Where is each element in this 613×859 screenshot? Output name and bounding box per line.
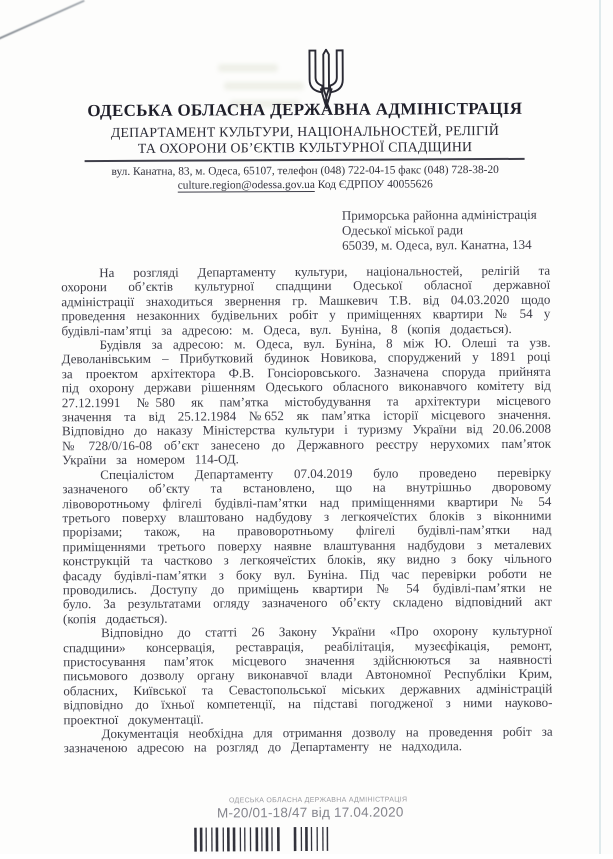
recipient-block [342, 208, 537, 253]
department-line-2: ТА ОХОРОНИ ОБ’ЄКТІВ КУЛЬТУРНОЇ СПАДЩИНИ [137, 139, 473, 156]
letter-paragraph: Документація необхідна для отримання дозволу на проведення робіт за зазначеною адресою на розгляд до Департаменту не надходила. [63, 723, 553, 756]
barcode-icon [194, 827, 328, 853]
org-name: ОДЕСЬКА ОБЛАСНА ДЕРЖАВНА АДМІНІСТРАЦІЯ [87, 98, 523, 121]
stamp-registration-number: М-20/01-18/47 від 17.04.2020 [216, 804, 404, 821]
edrpou-code: Код ЄДРПОУ 40055626 [317, 178, 433, 191]
department-line-1: ДЕПАРТАМЕНТ КУЛЬТУРИ, НАЦІОНАЛЬНОСТЕЙ, РЕЛІГІЙ [110, 122, 500, 141]
recipient-line: 65039, м. Одеса, вул. Канатна, 134 [342, 236, 532, 253]
stamp-org-name: ОДЕСЬКА ОБЛАСНА ДЕРЖАВНА АДМІНІСТРАЦІЯ [228, 796, 408, 805]
letter-paragraph: Будівля за адресою: м. Одеса, вул. Буніна, 8 між Ю. Олеші та узв. Деволанівським – Прибутковий будинок Новикова, споруджений у 1891 році за проектом архітектора Ф.В. Гонсіоровського. Зазначена споруда прийнята під охорону держави рішенням Одеського обласного виконавчого комітету від 27.12.1991 №580 як пам’ятка містобудування та архітектури місцевого значення та від 25.12.1984 №652 як пам’ятка історії місцевого значення. Відповідно до наказу Міністерства культури і туризму України від 20.06.2008 № 728/0/16-08 об’єкт занесено до Державного реєстру нерухомих пам’яток України за номером 114-ОД. [61, 334, 552, 468]
letter-paragraph: Відповідно до статті 26 Закону України «Про охорону культурної спадщини» консервація, реставрація, реабілітація, музеєфікація, ремонт, пристосування пам’яток місцевого значення здійснюються за наявності письмового дозволу органу виконавчої влади Автономної Республіки Крим, обласних, Київської та Севастопольської міських державних адміністрацій відповідно до їхньої компетенції, на підставі погодженої з ними науково-проектної документації. [63, 622, 553, 727]
recipient-line: Одеської міської ради [341, 221, 464, 238]
recipient-line: Приморська районна адміністрація [341, 206, 537, 223]
letter-paragraph: На розгляді Департаменту культури, національностей, релігій та охорони об’єктів культурної спадщини Одеської обласної державної адміністрації знаходиться звернення гр. Машкевич Т.В. від 04.03.2020 щодо проведення незаконних будівельних робіт у приміщеннях квартири № 54 у будівлі-пам’ятці за адресою: м. Одеса, вул. Буніна, 8 (копія додається). [61, 262, 551, 338]
address-phone-line: вул. Канатна, 83, м. Одеса, 65107, телефон (048) 722-04-15 факс (048) 728-38-20 [111, 163, 499, 179]
email-edrpou-line [0, 177, 612, 192]
letter-body [61, 264, 553, 756]
letter-paragraph: Спеціалістом Департаменту 07.04.2019 було проведено перевірку зазначеного об’єкту та встановлено, що на внутрішньо дворовому лівоворотньому флігелі будівлі-пам’ятки над приміщеннями квартири № 54 третього поверху влаштовано надбудову з легкоячеїстих блоків з віконними прорізами; також, на правоворотньому флігелі будівлі-пам’ятки над приміщеннями третього поверху наявне влаштування надбудови з металевих конструкцій та частково з легкоячеїстих блоків, яку видно з боку чільного фасаду будівлі-пам’ятки з боку вул. Буніна. Під час перевірки роботи не проводились. Доступу до приміщень квартири № 54 будівлі-пам’ятки не було. За результатами огляду зазначеного об’єкту складено відповідний акт (копія додається). [62, 464, 552, 627]
email-address: culture.region@odessa.gov.ua [177, 178, 315, 192]
letterhead-divider [85, 158, 525, 162]
